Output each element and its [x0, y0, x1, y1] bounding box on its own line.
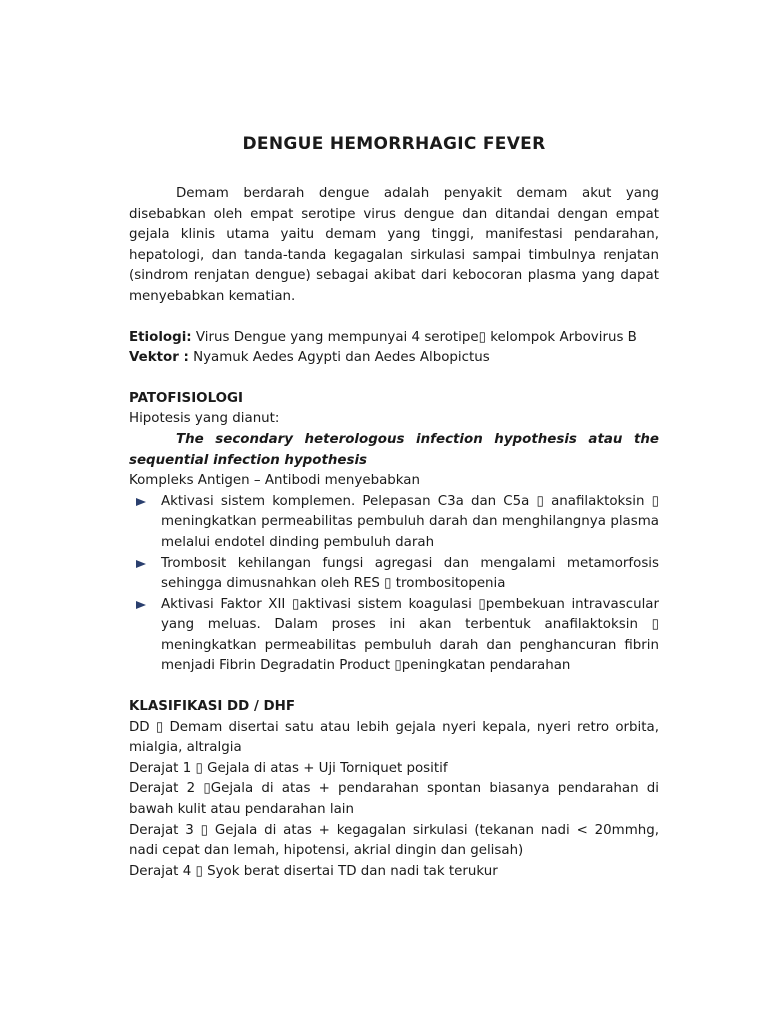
list-item-text: Trombosit kehilangan fungsi agregasi dan mengalami metamorfosis sehingga dimusnahkan oleh RES ▯ trombositopenia [161, 555, 659, 592]
klasifikasi-line: DD ▯ Demam disertai satu atau lebih gejala nyeri kepala, nyeri retro orbita, mialgia, altralgia [129, 719, 659, 756]
intro-paragraph: Demam berdarah dengue adalah penyakit demam akut yang disebabkan oleh empat serotipe virus dengue dan ditandai dengan empat gejala klinis utama yaitu demam yang tinggi, manifestasi pendarahan, hepatologi, dan tanda-tanda kegagalan sirkulasi sampai timbulnya renjatan (sindrom renjatan dengue) sebagai akibat dari kebocoran plasma yang dapat menyebabkan kematian. [129, 186, 659, 304]
arrow-bullet-icon [136, 601, 146, 609]
klasifikasi-line: Derajat 2 ▯Gejala di atas + pendarahan spontan biasanya pendarahan di bawah kulit atau pendarahan lain [129, 781, 659, 818]
etiologi-line [129, 328, 659, 349]
document-title: DENGUE HEMORRHAGIC FEVER [242, 134, 546, 154]
spacer [129, 369, 659, 389]
list-item [129, 595, 659, 677]
etiologi-label: Etiologi: [129, 329, 192, 345]
patofisiologi-list [129, 492, 659, 677]
klasifikasi-line: Derajat 4 ▯ Syok berat disertai TD dan nadi tak terukur [129, 863, 498, 879]
vektor-line [129, 348, 659, 369]
etiologi-value: Virus Dengue yang mempunyai 4 serotipe▯ kelompok Arbovirus B [191, 329, 637, 345]
arrow-bullet-icon [136, 560, 146, 568]
list-item-text: Aktivasi Faktor XII ▯aktivasi sistem koagulasi ▯pembekuan intravascular yang meluas. Dalam proses ini akan terbentuk anafilaktoksin ▯ meningkatkan permeabilitas pembuluh darah dan penghancuran fibrin menjadi Fibrin Degradatin Product ▯peningkatan pendarahan [161, 596, 659, 674]
klasifikasi-heading: KLASIFIKASI DD / DHF [129, 699, 295, 715]
vektor-label: Vektor : [129, 350, 189, 366]
list-item-text: Aktivasi sistem komplemen. Pelepasan C3a dan C5a ▯ anafilaktoksin ▯ meningkatkan permeabilitas pembuluh darah dan menghilangnya plasma melalui endotel dinding pembuluh darah [161, 493, 659, 550]
document-content [129, 132, 659, 882]
list-item [129, 554, 659, 595]
spacer [129, 677, 659, 697]
vektor-value: Nyamuk Aedes Agypti dan Aedes Albopictus [188, 350, 490, 366]
klasifikasi-line: Derajat 3 ▯ Gejala di atas + kegagalan sirkulasi (tekanan nadi < 20mmhg, nadi cepat dan lemah, hipotensi, akrial dingin dan gelisah) [129, 822, 659, 859]
kompleks-text: Kompleks Antigen – Antibodi menyebabkan [129, 473, 420, 489]
hypothesis-name: The secondary heterologous infection hypothesis atau the sequential infection hypothesis [129, 431, 659, 468]
klasifikasi-line: Derajat 1 ▯ Gejala di atas + Uji Torniquet positif [129, 760, 448, 776]
list-item [129, 492, 659, 554]
arrow-bullet-icon [136, 498, 146, 506]
patofisiologi-heading: PATOFISIOLOGI [129, 390, 243, 406]
hipotesis-text: Hipotesis yang dianut: [129, 411, 280, 427]
spacer [129, 308, 659, 328]
